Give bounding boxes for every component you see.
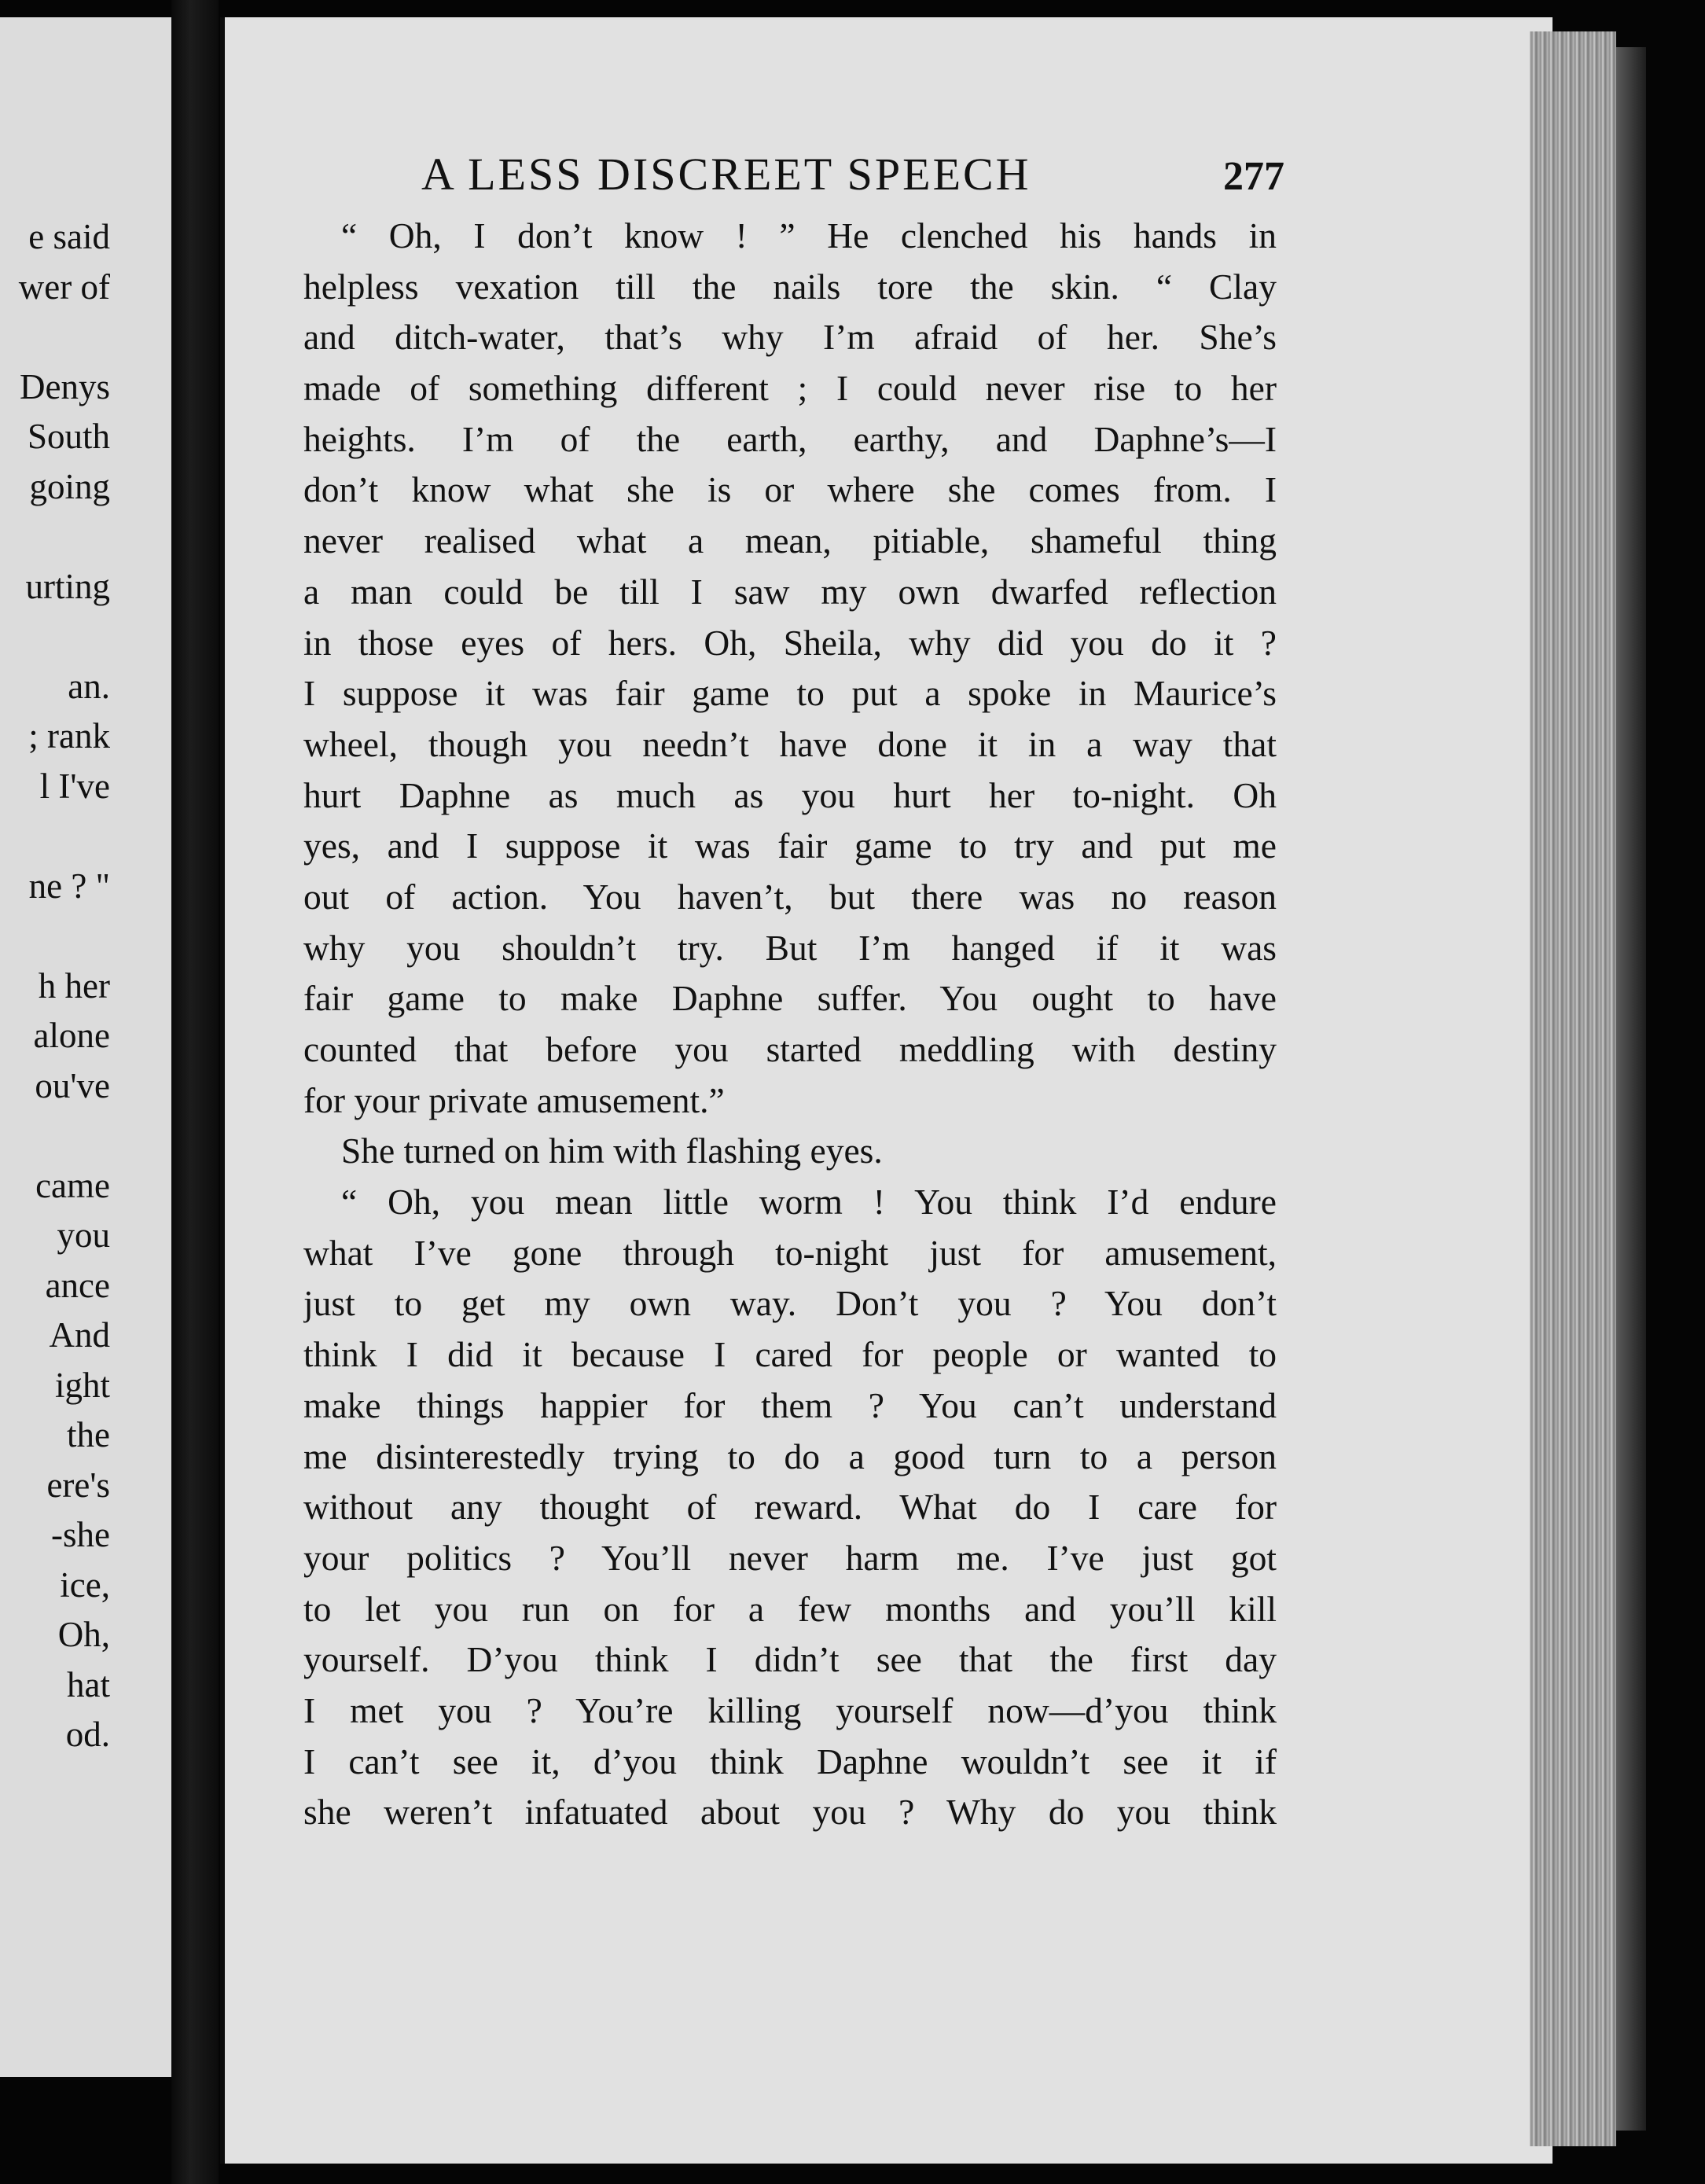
previous-page-line xyxy=(0,811,171,862)
previous-page-line: an. xyxy=(68,666,110,706)
previous-page-line: going xyxy=(29,466,110,506)
previous-page-line: South xyxy=(27,417,110,456)
text-line: yes, and I suppose it was fair game to try and put me xyxy=(303,825,1277,866)
text-line: without any thought of reward. What do I care for xyxy=(303,1487,1277,1528)
previous-page-line: wer of xyxy=(18,267,110,307)
text-line: I can’t see it, d’you think Daphne wouldn’t see it if xyxy=(303,1741,1277,1781)
previous-page-line: e said xyxy=(28,217,110,256)
text-line: a man could be till I saw my own dwarfed reflection xyxy=(303,571,1277,612)
previous-page-line: ance xyxy=(45,1265,110,1305)
previous-page-line: h her xyxy=(38,965,110,1006)
previous-page-line: ice, xyxy=(60,1564,110,1605)
previous-page-line xyxy=(0,312,171,362)
previous-page-line: Oh, xyxy=(57,1615,110,1654)
text-line: she weren’t infatuated about you ? Why do you think xyxy=(303,1792,1277,1833)
previous-page-line xyxy=(0,1111,171,1161)
previous-page-line: came xyxy=(35,1165,110,1205)
previous-page-line xyxy=(0,512,171,562)
previous-page-line: ne ? " xyxy=(28,866,110,906)
text-line: and ditch-water, that’s why I’m afraid of her. She’s xyxy=(303,317,1277,358)
previous-page-line: od. xyxy=(65,1715,110,1754)
text-line: She turned on him with flashing eyes. xyxy=(341,1131,883,1171)
previous-page xyxy=(0,17,175,2077)
text-line: fair game to make Daphne suffer. You ought to have xyxy=(303,978,1277,1019)
previous-page-line: the xyxy=(67,1415,110,1454)
previous-page-line: ight xyxy=(54,1365,110,1405)
page-edges xyxy=(1530,31,1616,2146)
text-line: just to get my own way. Don’t you ? You don’t xyxy=(303,1283,1277,1324)
running-title: A LESS DISCREET SPEECH xyxy=(421,149,1031,200)
previous-page-line: ; rank xyxy=(28,716,110,756)
page-number: 277 xyxy=(1223,154,1284,199)
text-line: why you shouldn’t try. But I’m hanged if it was xyxy=(303,927,1277,968)
book-gutter xyxy=(171,0,219,2184)
text-line: counted that before you started meddling with destiny xyxy=(303,1029,1277,1069)
text-line: don’t know what she is or where she comes from. I xyxy=(303,469,1277,510)
previous-page-line: ou've xyxy=(35,1065,110,1105)
text-line: hurt Daphne as much as you hurt her to-night. Oh xyxy=(303,774,1277,815)
previous-page-line: hat xyxy=(67,1664,110,1704)
book-cover-edge xyxy=(1616,47,1646,2131)
running-header xyxy=(421,148,1284,211)
text-line: wheel, though you needn’t have done it in a way that xyxy=(303,723,1277,764)
text-line: never realised what a mean, pitiable, shameful thing xyxy=(303,520,1277,561)
previous-page-line: ere's xyxy=(46,1465,110,1505)
text-line: made of something different ; I could never rise to her xyxy=(303,368,1277,409)
text-line: out of action. You haven’t, but there was no reason xyxy=(303,876,1277,917)
previous-page-line: -she xyxy=(51,1515,110,1554)
text-line: make things happier for them ? You can’t understand xyxy=(303,1384,1277,1425)
text-line: to let you run on for a few months and you’ll kill xyxy=(303,1588,1277,1629)
previous-page-line: l I've xyxy=(39,766,110,806)
previous-page-line: you xyxy=(57,1215,110,1255)
text-line: helpless vexation till the nails tore the skin. “ Clay xyxy=(303,266,1277,307)
text-line: “ Oh, I don’t know ! ” He clenched his hands in xyxy=(341,215,1277,256)
previous-page-line: Denys xyxy=(20,366,110,406)
text-line: I suppose it was fair game to put a spoke in Maurice’s xyxy=(303,673,1277,714)
previous-page-line: alone xyxy=(33,1016,110,1055)
previous-page-line: urting xyxy=(25,566,110,606)
previous-page-line: And xyxy=(49,1315,110,1355)
text-line: heights. I’m of the earth, earthy, and Daphne’s—I xyxy=(303,418,1277,459)
text-line: me disinterestedly trying to do a good turn to a person xyxy=(303,1436,1277,1476)
text-line: your politics ? You’ll never harm me. I’ve just got xyxy=(303,1537,1277,1578)
text-line: for your private amusement.” xyxy=(303,1079,725,1120)
body-text xyxy=(303,211,1277,1838)
previous-page-line xyxy=(0,911,171,961)
previous-page-line xyxy=(0,612,171,662)
previous-page-text xyxy=(0,212,171,1760)
text-line: “ Oh, you mean little worm ! You think I’d endure xyxy=(341,1182,1277,1223)
text-line: what I’ve gone through to-night just for amusement, xyxy=(303,1232,1277,1273)
text-line: in those eyes of hers. Oh, Sheila, why did you do it ? xyxy=(303,622,1277,663)
text-line: think I did it because I cared for people or wanted to xyxy=(303,1334,1277,1375)
text-line: yourself. D’you think I didn’t see that the first day xyxy=(303,1639,1277,1680)
text-line: I met you ? You’re killing yourself now—d’you think xyxy=(303,1689,1277,1730)
